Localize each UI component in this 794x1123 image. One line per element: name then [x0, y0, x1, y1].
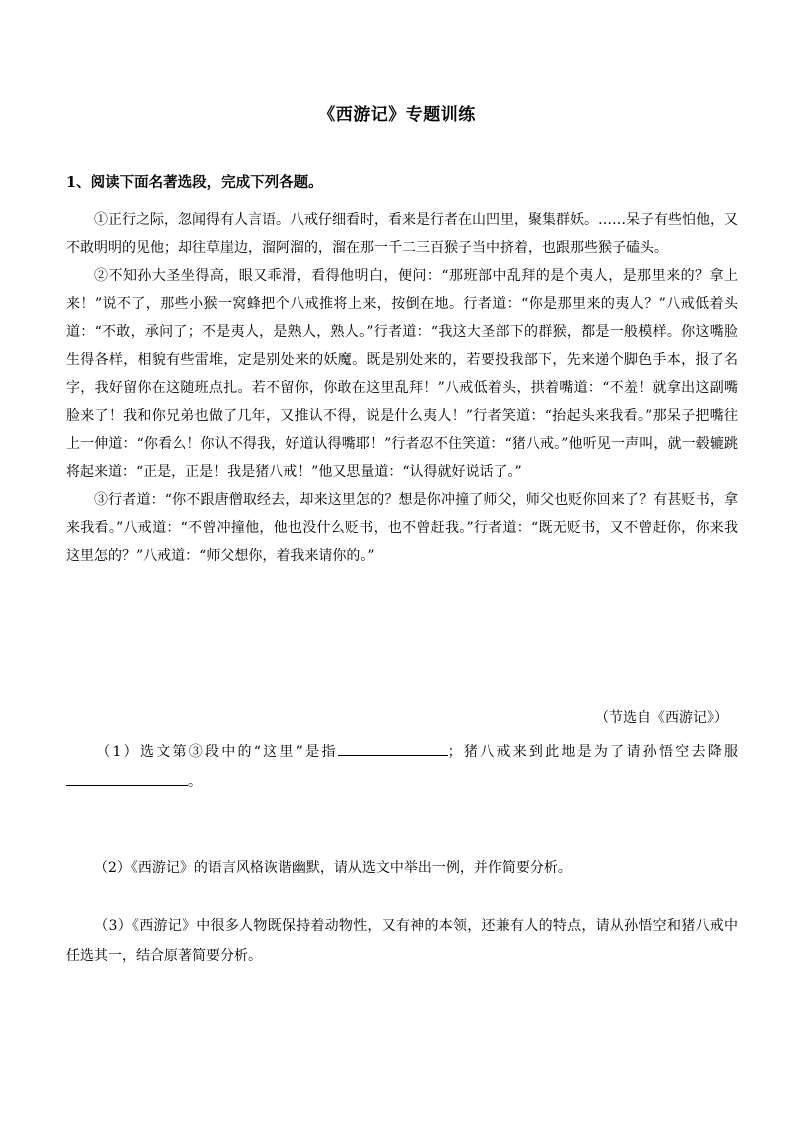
sub-question-1-text-b: ；猪八戒来到此地是为了请孙悟空去降服: [447, 744, 738, 760]
passage-paragraph-1: ①正行之际，忽闻得有人言语。八戒仔细看时，看来是行者在山凹里，聚集群妖。……呆子有些怕他，又不敢明明的见他；却往草崖边，溜阿溜的，溜在那一千二三百猴子当中挤着，也跟那些猴子磕头。: [66, 212, 738, 256]
reading-passage: [66, 206, 738, 570]
answer-blank-1[interactable]: [338, 739, 448, 756]
sub-question-1: [66, 737, 738, 797]
page-title: 《西游记》专题训练: [318, 105, 476, 125]
source-note: （节选自《西游记》）: [595, 710, 728, 726]
question-heading: 1、阅读下面名著选段，完成下列各题。: [66, 174, 323, 191]
sub-question-3: [66, 911, 738, 971]
passage-paragraph-3: ③行者道：“你不跟唐僧取经去，却来这里怎的？想是你冲撞了师父，师父也贬你回来了？有甚贬书，拿来我看。”八戒道：“不曾冲撞他，他也没什么贬书，也不曾赶我。”行者道：“既无贬书，又不曾赶你，你来我这里怎的？”八戒道：“师父想你，着我来请你的。”: [66, 492, 738, 564]
passage-paragraph-2: ②不知孙大圣坐得高，眼又乖滑，看得他明白，便问：“那班部中乱拜的是个夷人，是那里来的？拿上来！”说不了，那些小猴一窝蜂把个八戒推将上来，按倒在地。行者道：“你是那里来的夷人？”八戒低着头道：“不敢，承问了；不是夷人，是熟人，熟人。”行者道：“我这大圣部下的群猴，都是一般模样。你这嘴脸生得各样，相貌有些雷堆，定是别处来的妖魔。既是别处来的，若要投我部下，先来递个脚色手本，报了名字，我好留你在这随班点扎。若不留你，你敢在这里乱拜！”八戒低着头，拱着嘴道：“不羞！就拿出这副嘴脸来了！我和你兄弟也做了几年，又推认不得，说是什么夷人！”行者笑道：“抬起头来我看。”那呆子把嘴往上一伸道：“你看么！你认不得我，好道认得嘴耶！”行者忍不住笑道：“猪八戒。”他听见一声叫，就一毂辘跳将起来道：“正是，正是！我是猪八戒！”他又思量道：“认得就好说话了。”: [66, 268, 738, 480]
sub-question-1-text-a: （1）选文第③段中的“这里”是指: [94, 744, 338, 760]
sub-question-2: [66, 853, 738, 883]
sub-question-2-text: （2）《西游记》的语言风格诙谐幽默，请从选文中举出一例，并作简要分析。: [94, 860, 572, 876]
answer-blank-2[interactable]: [66, 769, 188, 786]
sub-question-1-text-c: 。: [188, 774, 202, 790]
sub-question-3-text: （3）《西游记》中很多人物既保持着动物性，又有神的本领，还兼有人的特点，请从孙悟空和猪八戒中任选其一，结合原著简要分析。: [66, 918, 738, 964]
